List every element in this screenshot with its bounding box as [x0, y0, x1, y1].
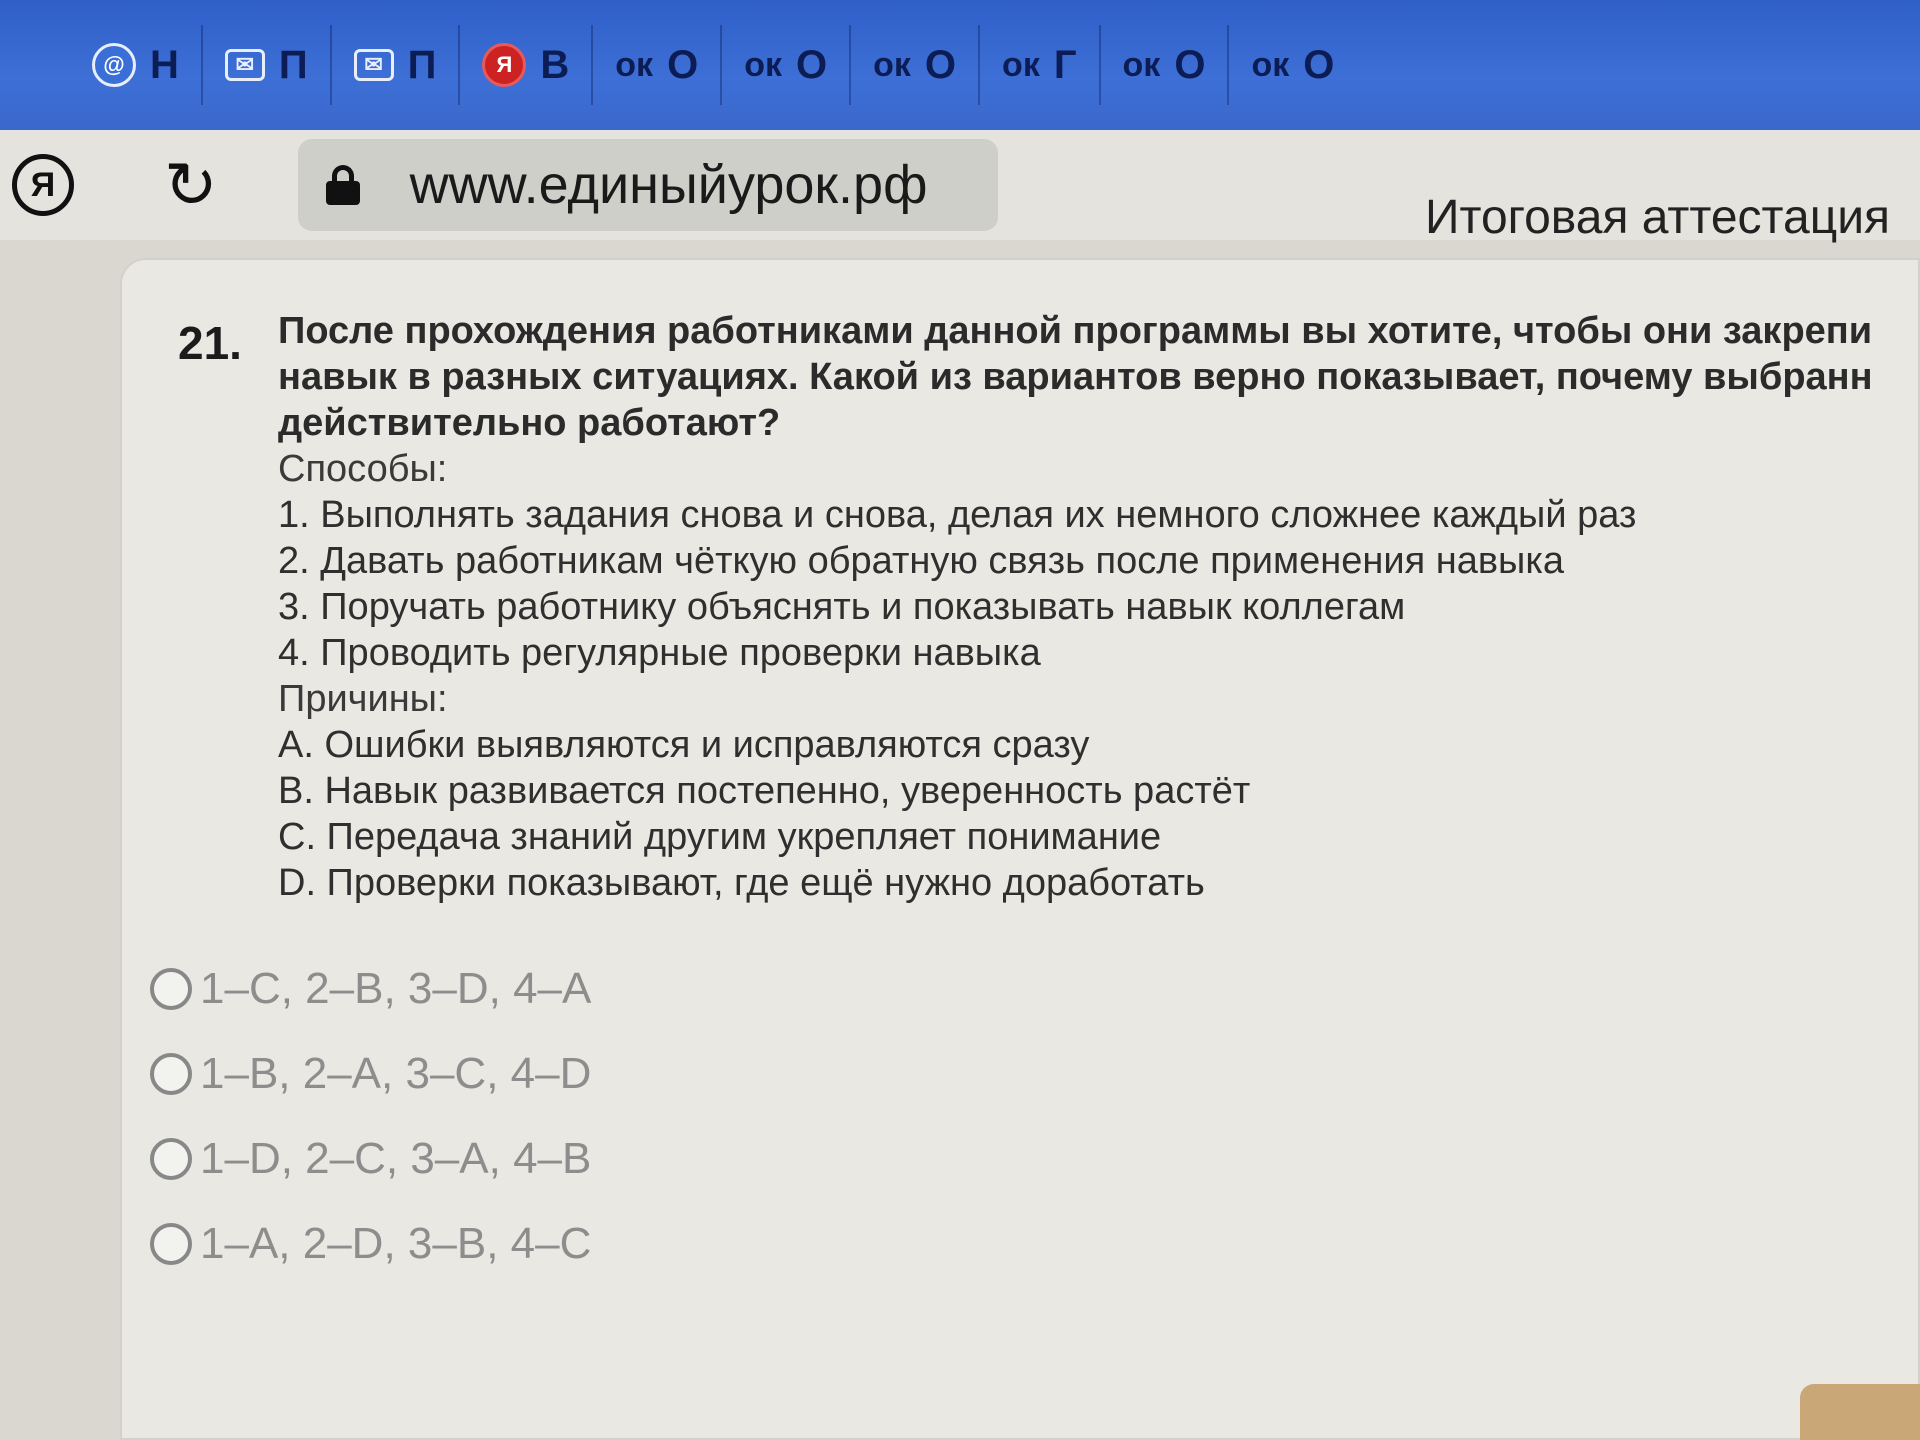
question-block	[278, 308, 1918, 906]
ok-icon: ок	[1251, 45, 1290, 84]
methods-label: Способы:	[278, 448, 448, 490]
answer-label: 1–B, 2–A, 3–C, 4–D	[200, 1048, 592, 1098]
radio-button[interactable]	[150, 1053, 192, 1095]
url-text: www.единыйурок.рф	[409, 155, 928, 215]
tab-7[interactable]	[851, 25, 980, 105]
method-item: 1. Выполнять задания снова и снова, делая их немного сложнее каждый раз	[278, 494, 1637, 536]
question-number: 21.	[178, 317, 242, 369]
tab-9[interactable]	[1101, 25, 1230, 105]
yandex-button[interactable]: Я	[12, 154, 74, 216]
tab-label: В	[540, 42, 570, 87]
reason-item: D. Проверки показывают, где ещё нужно доработать	[278, 862, 1205, 904]
ok-icon: ок	[1122, 45, 1161, 84]
radio-button[interactable]	[150, 1223, 192, 1265]
yandex-icon: Я	[482, 43, 526, 87]
email-icon: @	[92, 43, 136, 87]
question-text-line: навык в разных ситуациях. Какой из вариантов верно показывает, почему выбранн	[278, 356, 1873, 398]
tab-2[interactable]	[203, 25, 332, 105]
answer-label: 1–A, 2–D, 3–B, 4–C	[200, 1218, 592, 1268]
mail-icon: ✉	[225, 49, 265, 81]
tab-1[interactable]	[70, 25, 203, 105]
tab-10[interactable]	[1229, 25, 1356, 105]
reload-icon[interactable]: ↻	[164, 149, 218, 221]
answer-option[interactable]	[150, 946, 591, 1031]
tab-label: П	[407, 42, 437, 87]
reasons-label: Причины:	[278, 678, 448, 720]
tab-label: Н	[150, 42, 179, 87]
tab-label: Г	[1053, 42, 1077, 87]
page-title: Итоговая аттестация	[1425, 191, 1890, 244]
tab-label: О	[796, 42, 828, 87]
method-item: 2. Давать работникам чёткую обратную связь после применения навыка	[278, 540, 1564, 582]
tab-6[interactable]	[722, 25, 851, 105]
tab-8[interactable]	[980, 25, 1100, 105]
reason-item: C. Передача знаний другим укрепляет понимание	[278, 816, 1162, 858]
answer-option[interactable]	[150, 1116, 591, 1201]
answer-option[interactable]	[150, 1031, 591, 1116]
tab-label: П	[278, 42, 308, 87]
reason-item: B. Навык развивается постепенно, уверенность растёт	[278, 770, 1251, 812]
ok-icon: ок	[744, 45, 782, 84]
tab-4[interactable]	[460, 25, 593, 105]
tab-label: О	[924, 42, 957, 87]
question-text-line: действительно работают?	[278, 402, 781, 444]
answer-option[interactable]	[150, 1201, 591, 1286]
reason-item: A. Ошибки выявляются и исправляются сразу	[278, 724, 1090, 766]
tab-label: О	[1303, 42, 1335, 87]
tab-5[interactable]	[593, 25, 722, 105]
question-text-line: После прохождения работниками данной программы вы хотите, чтобы они закрепи	[278, 310, 1873, 352]
tab-3[interactable]	[332, 25, 461, 105]
url-field[interactable]	[298, 139, 998, 231]
tab-label: О	[667, 42, 699, 87]
tab-label: О	[1174, 42, 1206, 87]
answer-label: 1–D, 2–C, 3–A, 4–B	[200, 1133, 592, 1183]
radio-button[interactable]	[150, 968, 192, 1010]
lock-icon	[326, 165, 360, 205]
method-item: 3. Поручать работнику объяснять и показывать навык коллегам	[278, 586, 1406, 628]
answer-options	[150, 946, 591, 1286]
corner-element	[1800, 1384, 1920, 1440]
answer-label: 1–C, 2–B, 3–D, 4–A	[200, 963, 592, 1013]
ok-icon: ок	[615, 45, 654, 84]
browser-tab-strip	[0, 0, 1920, 130]
method-item: 4. Проводить регулярные проверки навыка	[278, 632, 1041, 674]
ok-icon: ок	[873, 45, 911, 84]
radio-button[interactable]	[150, 1138, 192, 1180]
mail-icon: ✉	[354, 49, 394, 81]
ok-icon: ок	[1002, 45, 1040, 84]
